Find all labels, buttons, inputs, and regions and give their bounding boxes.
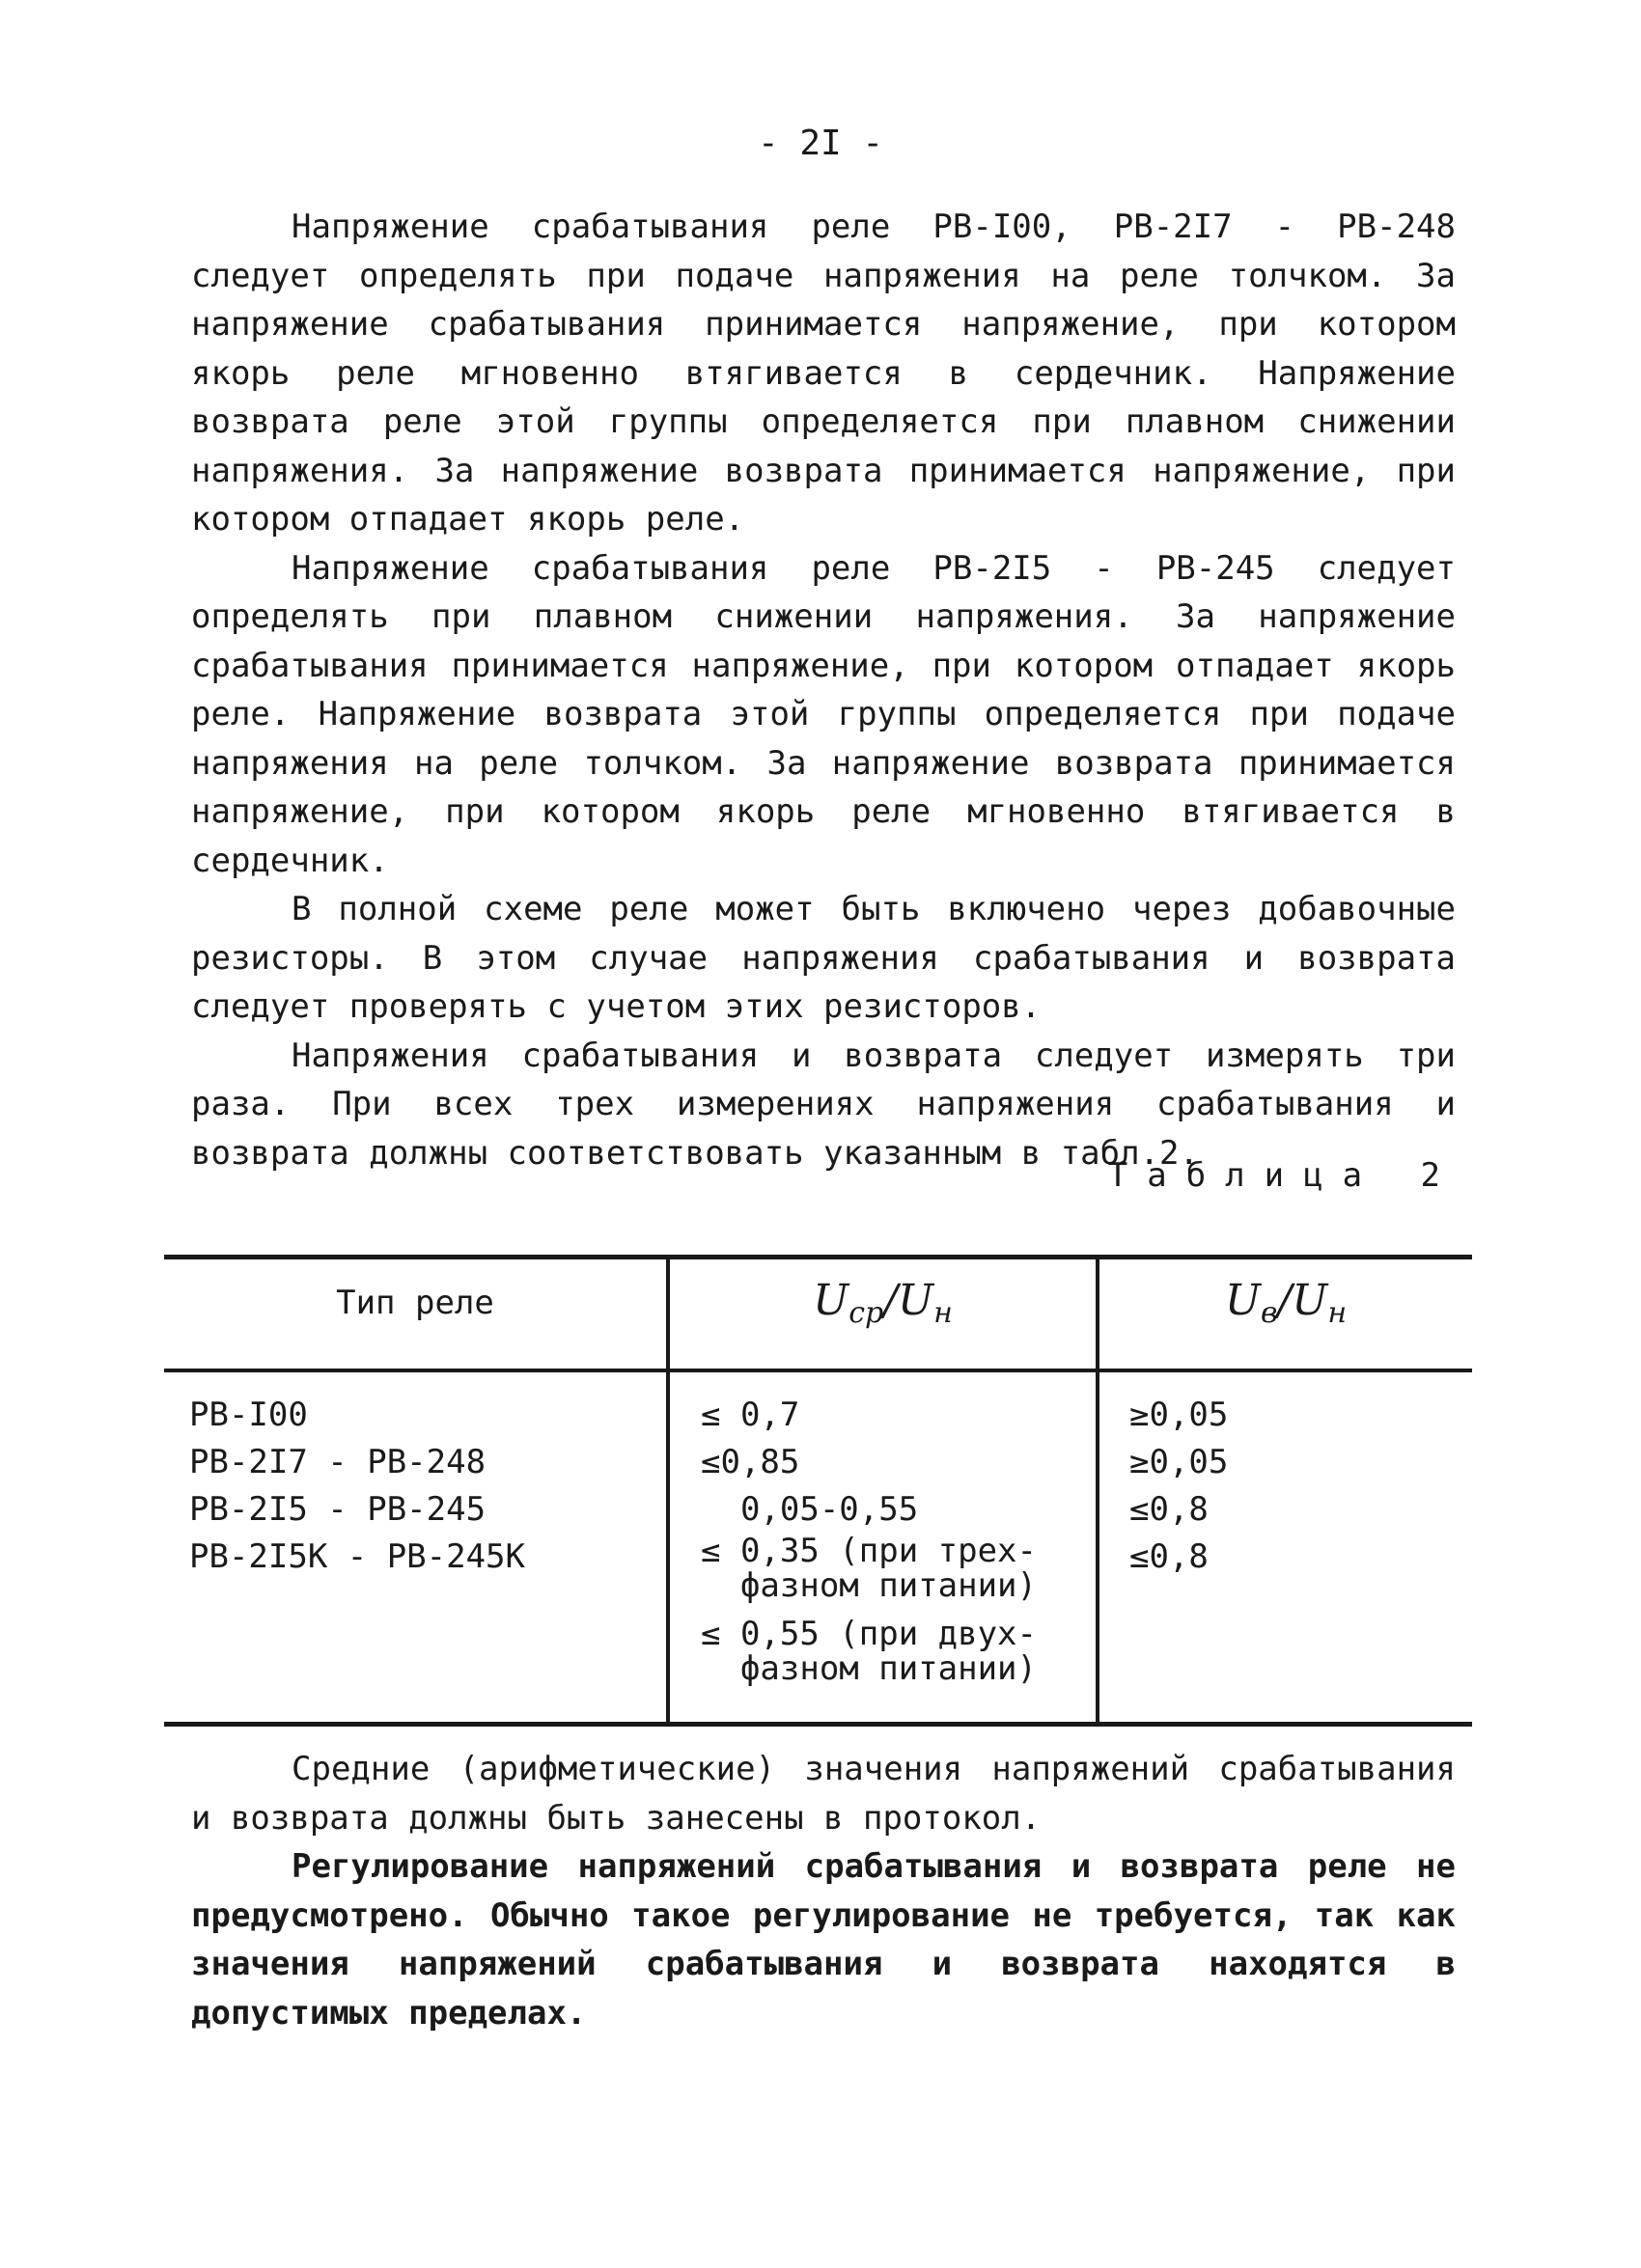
u-v-column [1129, 1392, 1458, 1581]
header-u-v-ratio: $U_в/U_н$ [1224, 1276, 1348, 1330]
u-v-cell: ≥0,05 [1129, 1443, 1229, 1481]
relay-type-cell: РВ-I00 [189, 1396, 308, 1434]
page-number: - 2I - [757, 124, 884, 163]
relay-type-cell: РВ-2I5К - РВ-245К [189, 1537, 525, 1576]
table-header-rule [164, 1369, 1472, 1372]
relay-type-cell: РВ-2I5 - РВ-245 [189, 1490, 487, 1529]
u-cp-cell: ≤ 0,7 [701, 1396, 800, 1434]
after-table-text [191, 1745, 1456, 2037]
u-v-cell: ≤0,8 [1129, 1490, 1209, 1529]
paragraph-1: Напряжение срабатывания реле РВ-I00, РВ-2I7 - РВ-248 следует определять при подаче напряжения на реле толчком. За напряжение срабатывания принимается напряжение, при котором якорь реле мгновенно втягивается в сердечник. Напряжение возврата реле этой группы определяется при плавном снижении напряжения. За напряжение возврата принимается напряжение, при котором отпадает якорь реле. [191, 207, 1456, 539]
table-top-rule [164, 1255, 1472, 1259]
body-text [191, 203, 1456, 1177]
u-cp-cell: ≤0,85 [701, 1443, 800, 1481]
table-caption: Таблица 2 [1107, 1156, 1460, 1195]
u-v-cell: ≥0,05 [1129, 1396, 1229, 1434]
header-u-cp-ratio: $U_{ср}/U_н$ [813, 1276, 953, 1330]
paragraph-6: Регулирование напряжений срабатывания и возврата реле не предусмотрено. Обычно такое регулирование не требуется, так как значения напряжений срабатывания и возврата находятся в допустимых пределах. [191, 1847, 1456, 2033]
u-cp-cell: ≤ 0,55 (при двух- фазном питании) [701, 1615, 1037, 1688]
u-cp-cell: ≤ 0,35 (при трех- фазном питании) [701, 1532, 1037, 1605]
header-relay-type: Тип реле [336, 1284, 494, 1322]
paragraph-2: Напряжение срабатывания реле РВ-2I5 - РВ-245 следует определять при плавном снижении напряжения. За напряжение срабатывания принимается напряжение, при котором отпадает якорь реле. Напряжение возврата этой группы определяется при подаче напряжения на реле толчком. За напряжение возврата принимается напряжение, при котором якорь реле мгновенно втягивается в сердечник. [191, 548, 1456, 880]
table-bottom-rule [164, 1722, 1472, 1727]
u-v-cell: ≤0,8 [1129, 1537, 1209, 1576]
u-cp-column [701, 1392, 1087, 1686]
relay-type-cell: РВ-2I7 - РВ-248 [189, 1443, 487, 1481]
paragraph-5: Средние (арифметические) значения напряжений срабатывания и возврата должны быть занесены в протокол. [191, 1750, 1456, 1838]
paragraph-4: Напряжения срабатывания и возврата следует измерять три раза. При всех трех измерениях напряжения срабатывания и возврата должны соответствовать указанным в табл.2. [191, 1036, 1456, 1173]
paragraph-3: В полной схеме реле может быть включено через добавочные резисторы. В этом случае напряжения срабатывания и возврата следует проверять с учетом этих резисторов. [191, 890, 1456, 1026]
relay-type-column [189, 1392, 653, 1581]
relay-table [164, 1255, 1472, 1728]
u-cp-cell: 0,05-0,55 [701, 1490, 919, 1529]
